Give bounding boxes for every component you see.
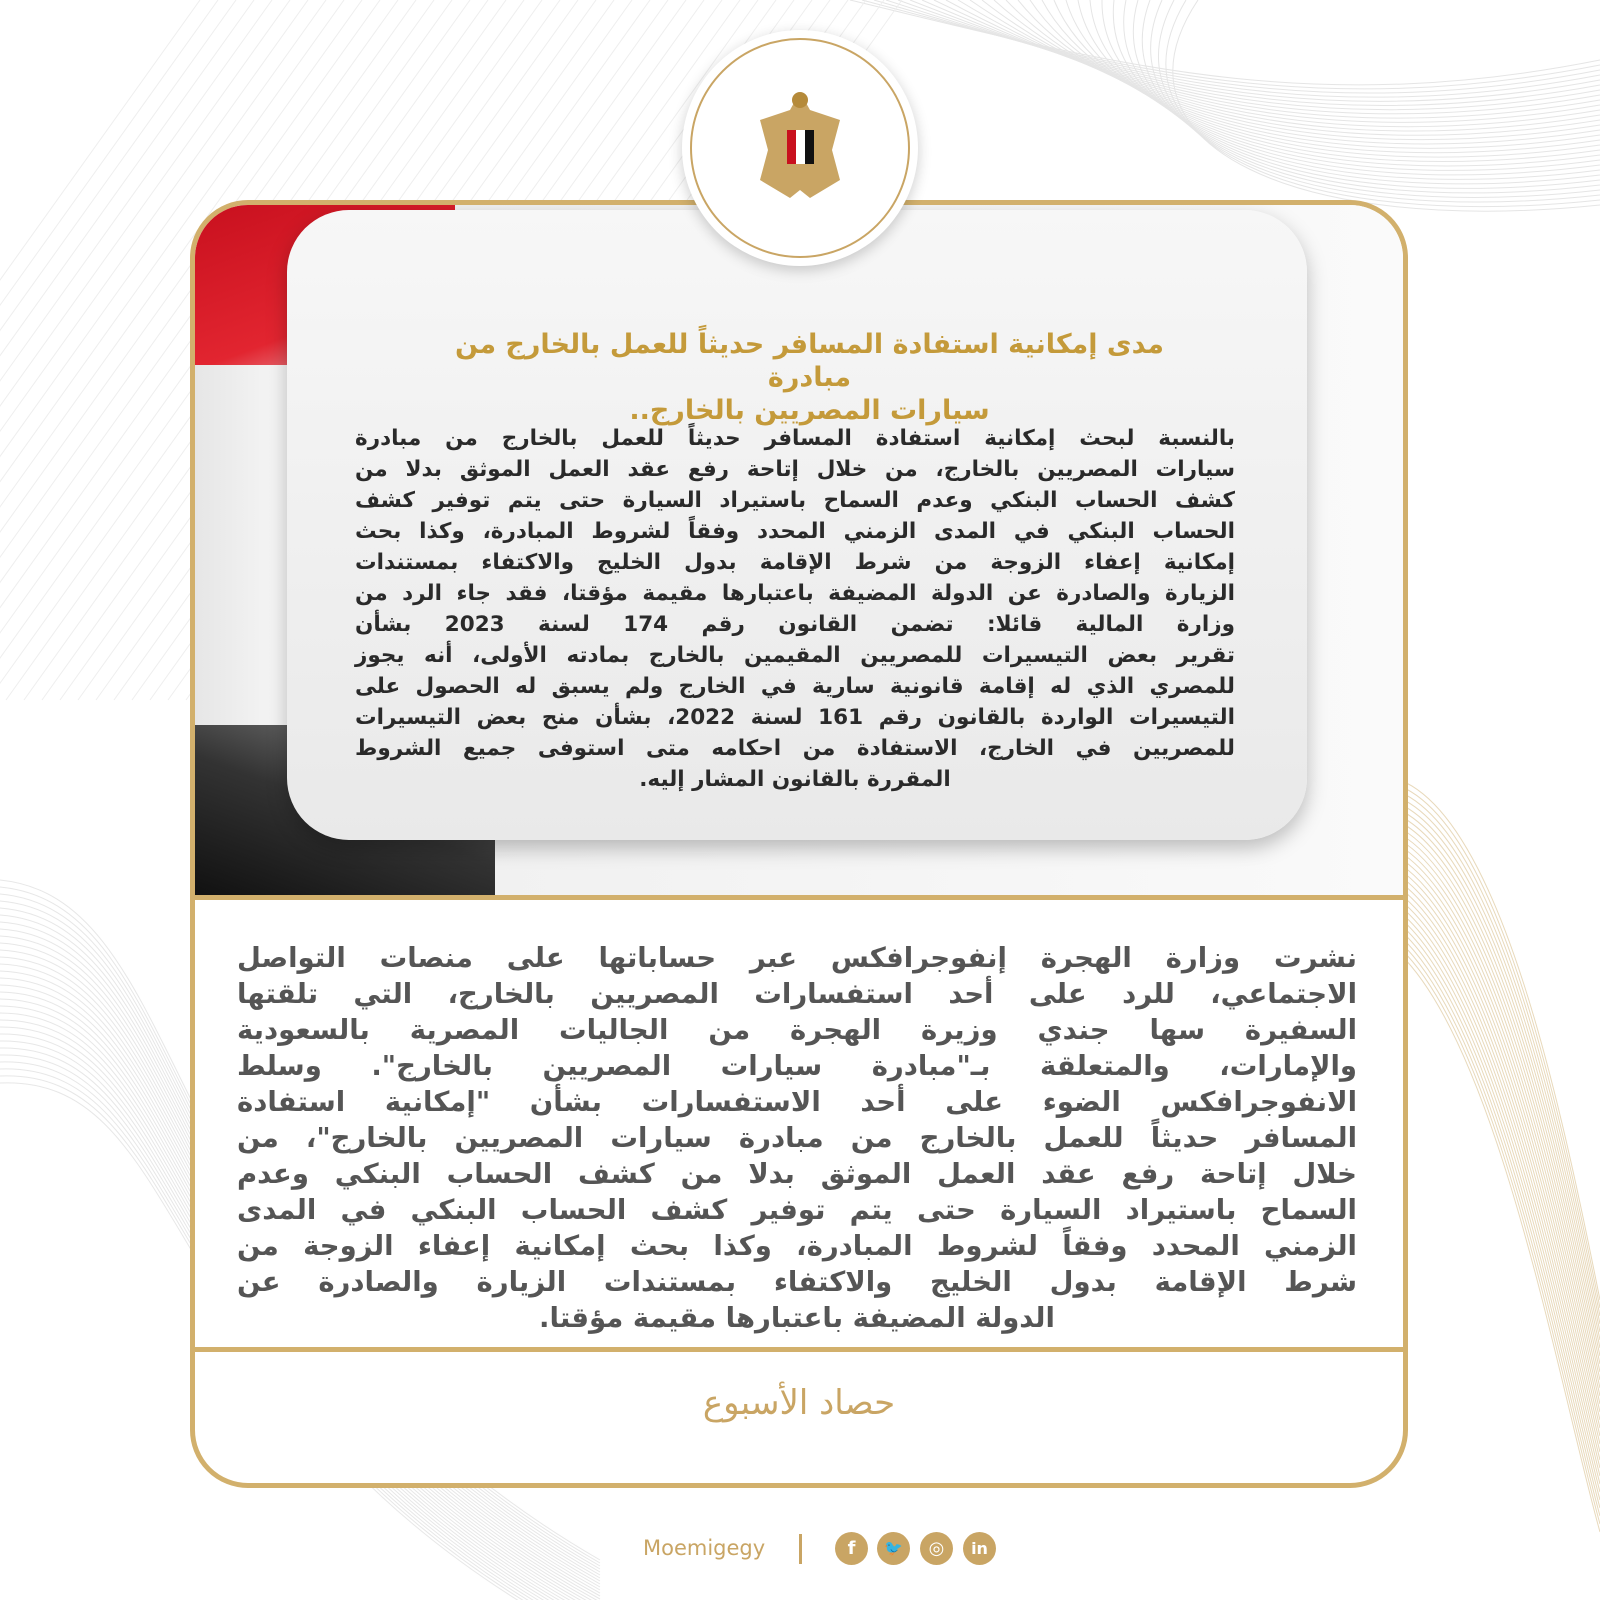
text-line: إمكانية إعفاء الزوجة من شرط الإقامة بدول الخليج والاكتفاء بمستندات — [355, 550, 1235, 575]
divider — [195, 895, 1403, 900]
card-title — [447, 328, 1172, 427]
card-title-line: سيارات المصريين بالخارج.. — [629, 395, 990, 426]
text-line: الزيارة والصادرة عن الدولة المضيفة باعتبارها مقيمة مؤقتا، فقد جاء الرد من — [355, 581, 1235, 606]
text-line: الانفوجرافكس الضوء على أحد الاستفسارات بشأن "إمكانية استفادة — [237, 1086, 1357, 1118]
separator — [799, 1534, 802, 1564]
text-line: بالنسبة لبحث إمكانية استفادة المسافر حديثاً للعمل بالخارج من مبادرة — [355, 426, 1235, 451]
social-bar — [0, 1530, 1600, 1570]
text-line: كشف الحساب البنكي وعدم السماح باستيراد السيارة حتى يتم توفير كشف — [355, 488, 1235, 513]
text-line: المسافر حديثاً للعمل بالخارج من مبادرة سيارات المصريين بالخارج"، من — [237, 1122, 1357, 1154]
hero-panel — [195, 205, 1403, 895]
linkedin-icon[interactable]: in — [963, 1532, 996, 1565]
text-line: للمصري الذي له إقامة قانونية سارية في الخارج ولم يسبق له الحصول على — [355, 674, 1235, 699]
ministry-logo — [682, 30, 918, 266]
text-line: المقررة بالقانون المشار إليه. — [639, 767, 951, 792]
card-title-line: مدى إمكانية استفادة المسافر حديثاً للعمل بالخارج من مبادرة — [455, 329, 1164, 393]
text-line: السفيرة سها جندي وزيرة الهجرة من الجاليات المصرية بالسعودية — [237, 1014, 1357, 1046]
text-line: وزارة المالية قائلا: تضمن القانون رقم 174 لسنة 2023 بشأن — [355, 612, 1235, 637]
text-line: شرط الإقامة بدول الخليج والاكتفاء بمستندات الزيارة والصادرة عن — [237, 1266, 1357, 1298]
article-body — [237, 940, 1357, 1336]
instagram-icon[interactable]: ◎ — [920, 1532, 953, 1565]
twitter-icon[interactable]: 🐦 — [877, 1532, 910, 1565]
eagle-emblem-icon — [682, 30, 918, 266]
text-line: التيسيرات الواردة بالقانون رقم 161 لسنة 2022، بشأن منح بعض التيسيرات — [355, 705, 1235, 730]
text-line: والإمارات، والمتعلقة بـ"مبادرة سيارات المصريين بالخارج". وسلط — [237, 1050, 1357, 1082]
content-frame — [190, 200, 1408, 1488]
footer-title: حصاد الأسبوع — [702, 1383, 896, 1423]
facebook-icon[interactable]: f — [835, 1532, 868, 1565]
text-line: الحساب البنكي في المدى الزمني المحدد وفقاً لشروط المبادرة، وكذا بحث — [355, 519, 1235, 544]
text-line: السماح باستيراد السيارة حتى يتم توفير كشف الحساب البنكي في المدى — [237, 1194, 1357, 1226]
text-line: للمصريين في الخارج، الاستفادة من احكامه متى استوفى جميع الشروط — [355, 736, 1235, 761]
text-line: الاجتماعي، للرد على أحد استفسارات المصريين بالخارج، التي تلقتها — [237, 978, 1357, 1010]
card-body — [355, 423, 1235, 795]
text-line: نشرت وزارة الهجرة إنفوجرافكس عبر حساباتها على منصات التواصل — [237, 942, 1357, 974]
text-line: الدولة المضيفة باعتبارها مقيمة مؤقتا. — [539, 1302, 1055, 1334]
social-handle[interactable]: Moemigegy — [643, 1536, 766, 1560]
text-line: خلال إتاحة رفع عقد العمل الموثق بدلا من كشف الحساب البنكي وعدم — [237, 1158, 1357, 1190]
text-line: تقرير بعض التيسيرات للمصريين المقيمين بالخارج بمادته الأولى، أنه يجوز — [355, 643, 1235, 668]
divider — [195, 1347, 1403, 1352]
text-line: الزمني المحدد وفقاً لشروط المبادرة، وكذا بحث إمكانية إعفاء الزوجة من — [237, 1230, 1357, 1262]
text-line: سيارات المصريين بالخارج، من خلال إتاحة رفع عقد العمل الموثق بدلا من — [355, 457, 1235, 482]
